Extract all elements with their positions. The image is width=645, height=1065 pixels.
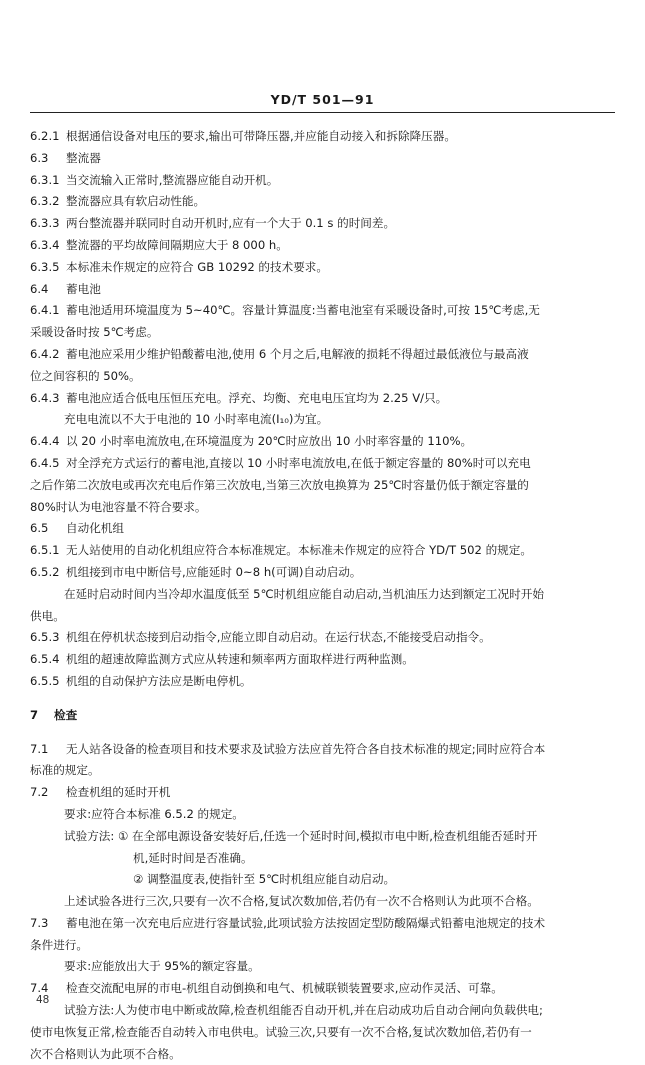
text-line <box>30 978 615 1000</box>
clause-text: 要求:应能放出大于 95%的额定容量。 <box>64 959 260 974</box>
clause-text: 机组在停机状态接到启动指令,应能立即自动启动。在运行状态,不能接受启动指令。 <box>66 630 491 645</box>
page-body <box>30 126 615 1065</box>
clause-number: 6.4.4 <box>30 434 60 449</box>
text-line <box>30 869 615 891</box>
text-line <box>30 431 615 453</box>
clause-number: 7.1 <box>30 741 49 756</box>
clause-text: 机组的超速故障监测方式应从转速和频率两方面取样进行两种监测。 <box>66 652 414 667</box>
clause-number: 6.3.5 <box>30 259 60 274</box>
clause-text: 两台整流器并联同时自动开机时,应有一个大于 0.1 s 的时间差。 <box>66 216 396 231</box>
clause-number: 6.3 <box>30 150 49 165</box>
text-line <box>30 170 615 192</box>
text-line <box>30 848 615 870</box>
clause-number: 6.3.2 <box>30 194 60 209</box>
text-line <box>30 409 615 431</box>
clause-text: 标准的规定。 <box>30 763 100 778</box>
clause-number: 7.3 <box>30 915 49 930</box>
clause-text: 上述试验各进行三次,只要有一次不合格,复试次数加倍,若仍有一次不合格则认为此项不合格。 <box>64 894 539 909</box>
clause-text: 试验方法: ① 在全部电源设备安装好后,任选一个延时时间,模拟市电中断,检查机组能否延时开 <box>64 828 538 843</box>
text-line <box>30 1022 615 1044</box>
clause-number: 6.3.3 <box>30 216 60 231</box>
clause-number: 6.5.1 <box>30 543 60 558</box>
text-line <box>30 257 615 279</box>
text-line <box>30 213 615 235</box>
text-line <box>30 760 615 782</box>
clause-number: 6.4.2 <box>30 346 60 361</box>
section-heading <box>30 705 615 727</box>
clause-text: ② 调整温度表,使指针至 5℃时机组应能自动启动。 <box>133 872 396 887</box>
clause-text: 自动化机组 <box>66 521 124 536</box>
clause-text: 检查机组的延时开机 <box>66 785 171 800</box>
clause-text: 80%时认为电池容量不符合要求。 <box>30 499 207 514</box>
text-line <box>30 649 615 671</box>
text-line <box>30 627 615 649</box>
clause-text: 检查交流配电屏的市电-机组自动倒换和电气、机械联锁装置要求,应动作灵活、可靠。 <box>66 981 503 996</box>
section-gap <box>30 693 615 705</box>
clause-number: 6.5.4 <box>30 652 60 667</box>
text-line <box>30 497 615 519</box>
clause-text: 机组接到市电中断信号,应能延时 0~8 h(可调)自动启动。 <box>66 564 362 579</box>
section-gap <box>30 727 615 739</box>
clause-text: 对全浮充方式运行的蓄电池,直接以 10 小时率电流放电,在低于额定容量的 80%时可以充电 <box>66 455 531 470</box>
text-line <box>30 804 615 826</box>
clause-number: 6.4.5 <box>30 455 60 470</box>
clause-text: 无人站各设备的检查项目和技术要求及试验方法应首先符合各自技术标准的规定;同时应符合本 <box>66 741 546 756</box>
text-line <box>30 518 615 540</box>
text-line <box>30 191 615 213</box>
text-line <box>30 388 615 410</box>
clause-text: 蓄电池应采用少维护铅酸蓄电池,使用 6 个月之后,电解液的损耗不得超过最低液位与最高液 <box>66 346 529 361</box>
clause-text: 以 20 小时率电流放电,在环境温度为 20℃时应放出 10 小时率容量的 110%。 <box>66 434 473 449</box>
clause-text: 本标准未作规定的应符合 GB 10292 的技术要求。 <box>66 259 328 274</box>
clause-number: 7.4 <box>30 981 49 996</box>
clause-text: 当交流输入正常时,整流器应能自动开机。 <box>66 172 279 187</box>
clause-text: 采暖设备时按 5℃考虑。 <box>30 325 159 340</box>
text-line <box>30 300 615 322</box>
text-line <box>30 1044 615 1065</box>
text-line <box>30 562 615 584</box>
clause-text: 之后作第二次放电或再次充电后作第三次放电,当第三次放电换算为 25℃时容量仍低于额定容量的 <box>30 477 529 492</box>
text-line <box>30 475 615 497</box>
text-line <box>30 540 615 562</box>
clause-number: 7 <box>30 707 39 722</box>
clause-text: 整流器应具有软启动性能。 <box>66 194 206 209</box>
text-line <box>30 671 615 693</box>
text-line <box>30 782 615 804</box>
clause-text: 蓄电池适用环境温度为 5~40℃。容量计算温度:当蓄电池室有采暖设备时,可按 15℃考虑,无 <box>66 303 540 318</box>
text-line <box>30 891 615 913</box>
clause-number: 6.5.5 <box>30 673 60 688</box>
clause-text: 整流器的平均故障间隔期应大于 8 000 h。 <box>66 237 288 252</box>
text-line <box>30 826 615 848</box>
clause-text: 蓄电池 <box>66 281 101 296</box>
clause-number: 6.4.3 <box>30 390 60 405</box>
clause-text: 要求:应符合本标准 6.5.2 的规定。 <box>64 806 244 821</box>
text-line <box>30 584 615 606</box>
clause-text: 充电电流以不大于电池的 10 小时率电流(I₁₀)为宜。 <box>64 412 329 427</box>
clause-text: 机组的自动保护方法应是断电停机。 <box>66 673 252 688</box>
clause-text: 无人站使用的自动化机组应符合本标准规定。本标准未作规定的应符合 YD/T 502 的规定。 <box>66 543 532 558</box>
clause-text: 蓄电池应适合低电压恒压充电。浮充、均衡、充电电压宜均为 2.25 V/只。 <box>66 390 448 405</box>
clause-text: 蓄电池在第一次充电后应进行容量试验,此项试验方法按固定型防酸隔爆式铅蓄电池规定的技术 <box>66 915 546 930</box>
clause-text: 根据通信设备对电压的要求,输出可带降压器,并应能自动接入和拆除降压器。 <box>66 129 456 143</box>
clause-text: 条件进行。 <box>30 937 88 952</box>
text-line <box>30 956 615 978</box>
clause-text: 在延时启动时间内当冷却水温度低至 5℃时机组应能自动启动,当机油压力达到额定工况时开始 <box>64 586 544 601</box>
text-line <box>30 739 615 761</box>
clause-number: 7.2 <box>30 785 49 800</box>
text-line <box>30 322 615 344</box>
text-line <box>30 606 615 628</box>
text-line <box>30 935 615 957</box>
text-line <box>30 279 615 301</box>
clause-text: 试验方法:人为使市电中断或故障,检查机组能否自动开机,并在启动成功后自动合闸向负载供电; <box>64 1003 543 1018</box>
clause-text: 使市电恢复正常,检查能否自动转入市电供电。试验三次,只要有一次不合格,复试次数加倍,若仍有一 <box>30 1024 532 1039</box>
text-line <box>30 366 615 388</box>
clause-number: 6.3.4 <box>30 237 60 252</box>
text-line <box>30 126 615 148</box>
text-line <box>30 913 615 935</box>
clause-number: 6.5.3 <box>30 630 60 645</box>
clause-number: 6.4 <box>30 281 49 296</box>
clause-text: 供电。 <box>30 608 65 623</box>
page-number: 48 <box>36 994 50 1006</box>
text-line <box>30 148 615 170</box>
clause-text: 次不合格则认为此项不合格。 <box>30 1046 181 1061</box>
text-line <box>30 453 615 475</box>
clause-number: 6.5 <box>30 521 49 536</box>
text-line <box>30 1000 615 1022</box>
text-line <box>30 344 615 366</box>
clause-number: 6.2.1 <box>30 129 60 143</box>
header-rule <box>30 112 615 113</box>
clause-text: 检查 <box>54 707 78 722</box>
clause-number: 6.4.1 <box>30 303 60 318</box>
clause-number: 6.3.1 <box>30 172 60 187</box>
clause-text: 机,延时时间是否准确。 <box>133 850 253 865</box>
page-header: YD/T 501—91 <box>270 92 375 107</box>
text-line <box>30 235 615 257</box>
clause-number: 6.5.2 <box>30 564 60 579</box>
clause-text: 整流器 <box>66 150 101 165</box>
clause-text: 位之间容积的 50%。 <box>30 368 141 383</box>
